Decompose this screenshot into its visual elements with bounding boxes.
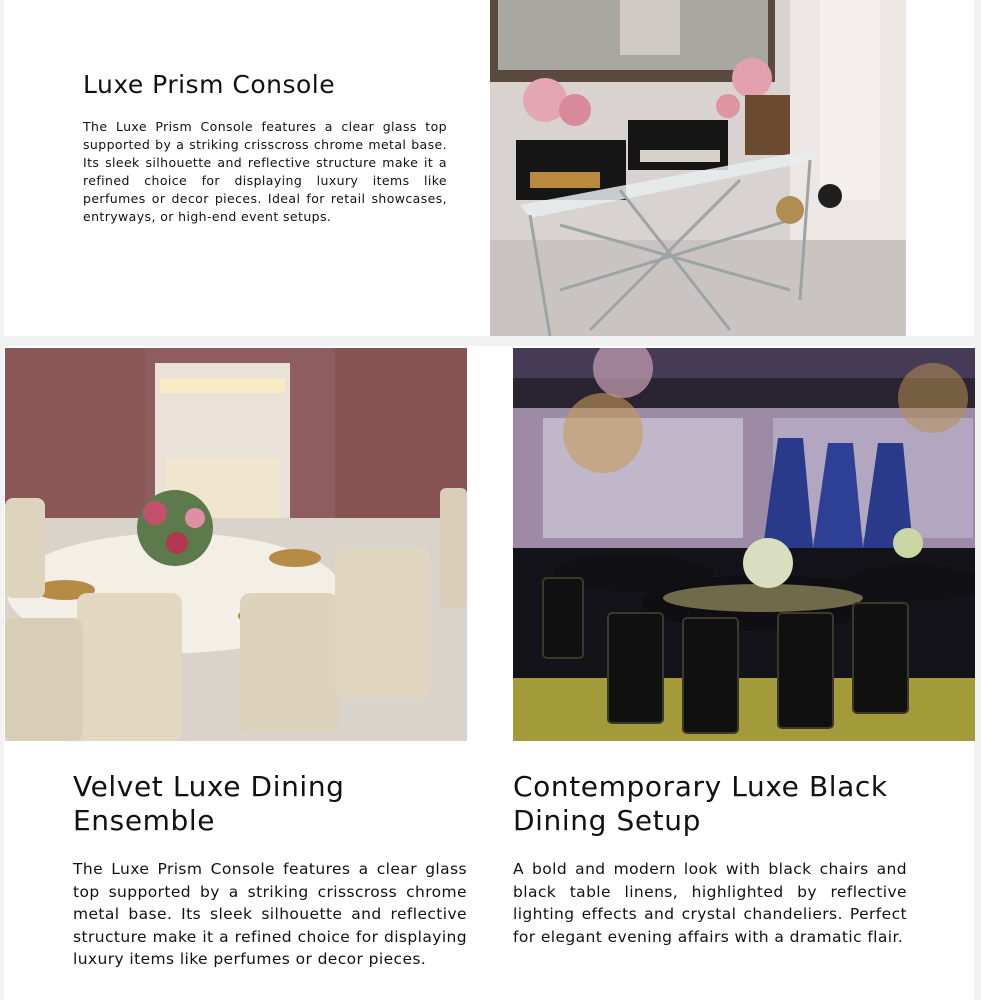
product-description-console: The Luxe Prism Console features a clear glass top supported by a striking crisscross chrome metal base. Its sleek silhouette and reflective structure make it a refined choice for displaying luxury items like perfumes or decor pieces. Ideal for retail showcases, entryways, or high-end event setups.	[83, 119, 447, 224]
product-description-velvet-dining: The Luxe Prism Console features a clear glass top supported by a striking crisscross chrome metal base. Its sleek silhouette and reflective structure make it a refined choice for displaying luxury items like perfumes or decor pieces.	[73, 860, 467, 969]
product-title-console: Luxe Prism Console	[83, 70, 336, 99]
product-title-velvet-dining: Velvet Luxe Dining Ensemble	[73, 770, 345, 837]
console-photo	[490, 0, 906, 336]
velvet-dining-photo	[5, 348, 467, 741]
product-description-black-dining: A bold and modern look with black chairs and black table linens, highlighted by reflective lighting effects and crystal chandeliers. Perfect for elegant evening affairs with a dramatic flair.	[513, 860, 907, 946]
product-title-black-dining: Contemporary Luxe Black Dining Setup	[513, 770, 888, 837]
black-dining-photo	[513, 348, 975, 741]
